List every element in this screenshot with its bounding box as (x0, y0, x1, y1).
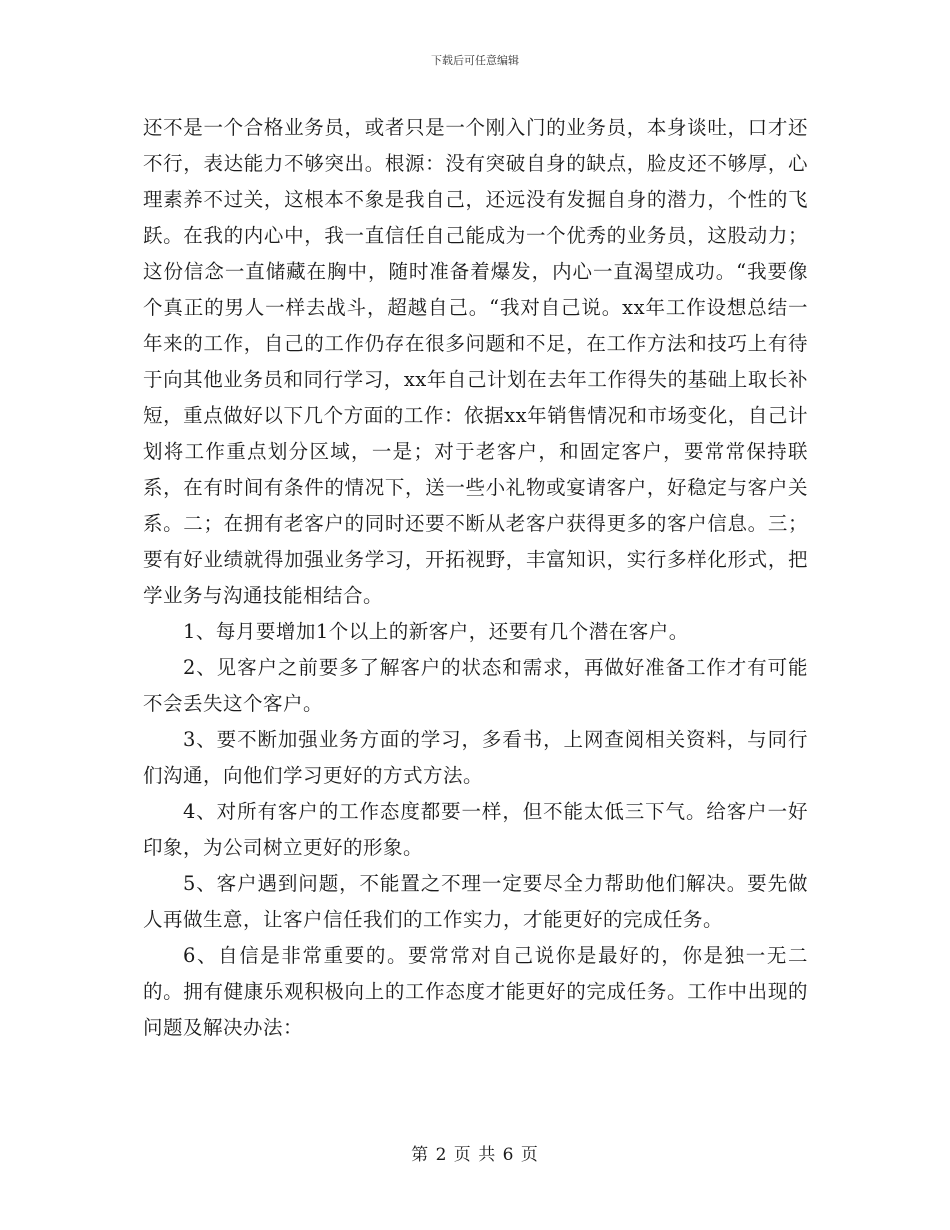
list-item: 6、自信是非常重要的。要常常对自己说你是最好的，你是独一无二的。拥有健康乐观积极向上的工作态度才能更好的完成任务。工作中出现的问题及解决办法： (143, 944, 808, 1039)
page-header: 下载后可任意编辑 (431, 54, 519, 67)
body-paragraph: 还不是一个合格业务员，或者只是一个刚入门的业务员，本身谈吐，口才还不行，表达能力不够突出。根源：没有突破自身的缺点，脸皮还不够厚，心理素养不过关，这根本不象是我自己，还远没有发掘自身的潜力，个性的飞跃。在我的内心中，我一直信任自己能成为一个优秀的业务员，这股动力；这份信念一直储藏在胸中，随时准备着爆发，内心一直渴望成功。“我要像个真正的男人一样去战斗，超越自己。“我对自己说。xx年工作设想总结一年来的工作，自己的工作仍存在很多问题和不足，在工作方法和技巧上有待于向其他业务员和同行学习，xx年自己计划在去年工作得失的基础上取长补短，重点做好以下几个方面的工作：依据xx年销售情况和市场变化，自己计划将工作重点划分区域，一是；对于老客户，和固定客户，要常常保持联系，在有时间有条件的情况下，送一些小礼物或宴请客户，好稳定与客户关系。二；在拥有老客户的同时还要不断从老客户获得更多的客户信息。三；要有好业绩就得加强业务学习，开拓视野，丰富知识，实行多样化形式，把学业务与沟通技能相结合。 (143, 116, 808, 607)
list-item: 3、要不断加强业务方面的学习，多看书，上网查阅相关资料，与同行们沟通，向他们学习更好的方式方法。 (143, 728, 808, 787)
page-number: 第 2 页 共 6 页 (411, 1145, 539, 1165)
list-item: 4、对所有客户的工作态度都要一样，但不能太低三下气。给客户一好印象，为公司树立更好的形象。 (143, 800, 808, 859)
list-item: 1、每月要增加1个以上的新客户，还要有几个潜在客户。 (182, 620, 689, 643)
document-body (143, 110, 808, 1046)
list-item: 5、客户遇到问题，不能置之不理一定要尽全力帮助他们解决。要先做人再做生意，让客户信任我们的工作实力，才能更好的完成任务。 (143, 872, 808, 931)
list-item: 2、见客户之前要多了解客户的状态和需求，再做好准备工作才有可能不会丢失这个客户。 (143, 656, 808, 715)
